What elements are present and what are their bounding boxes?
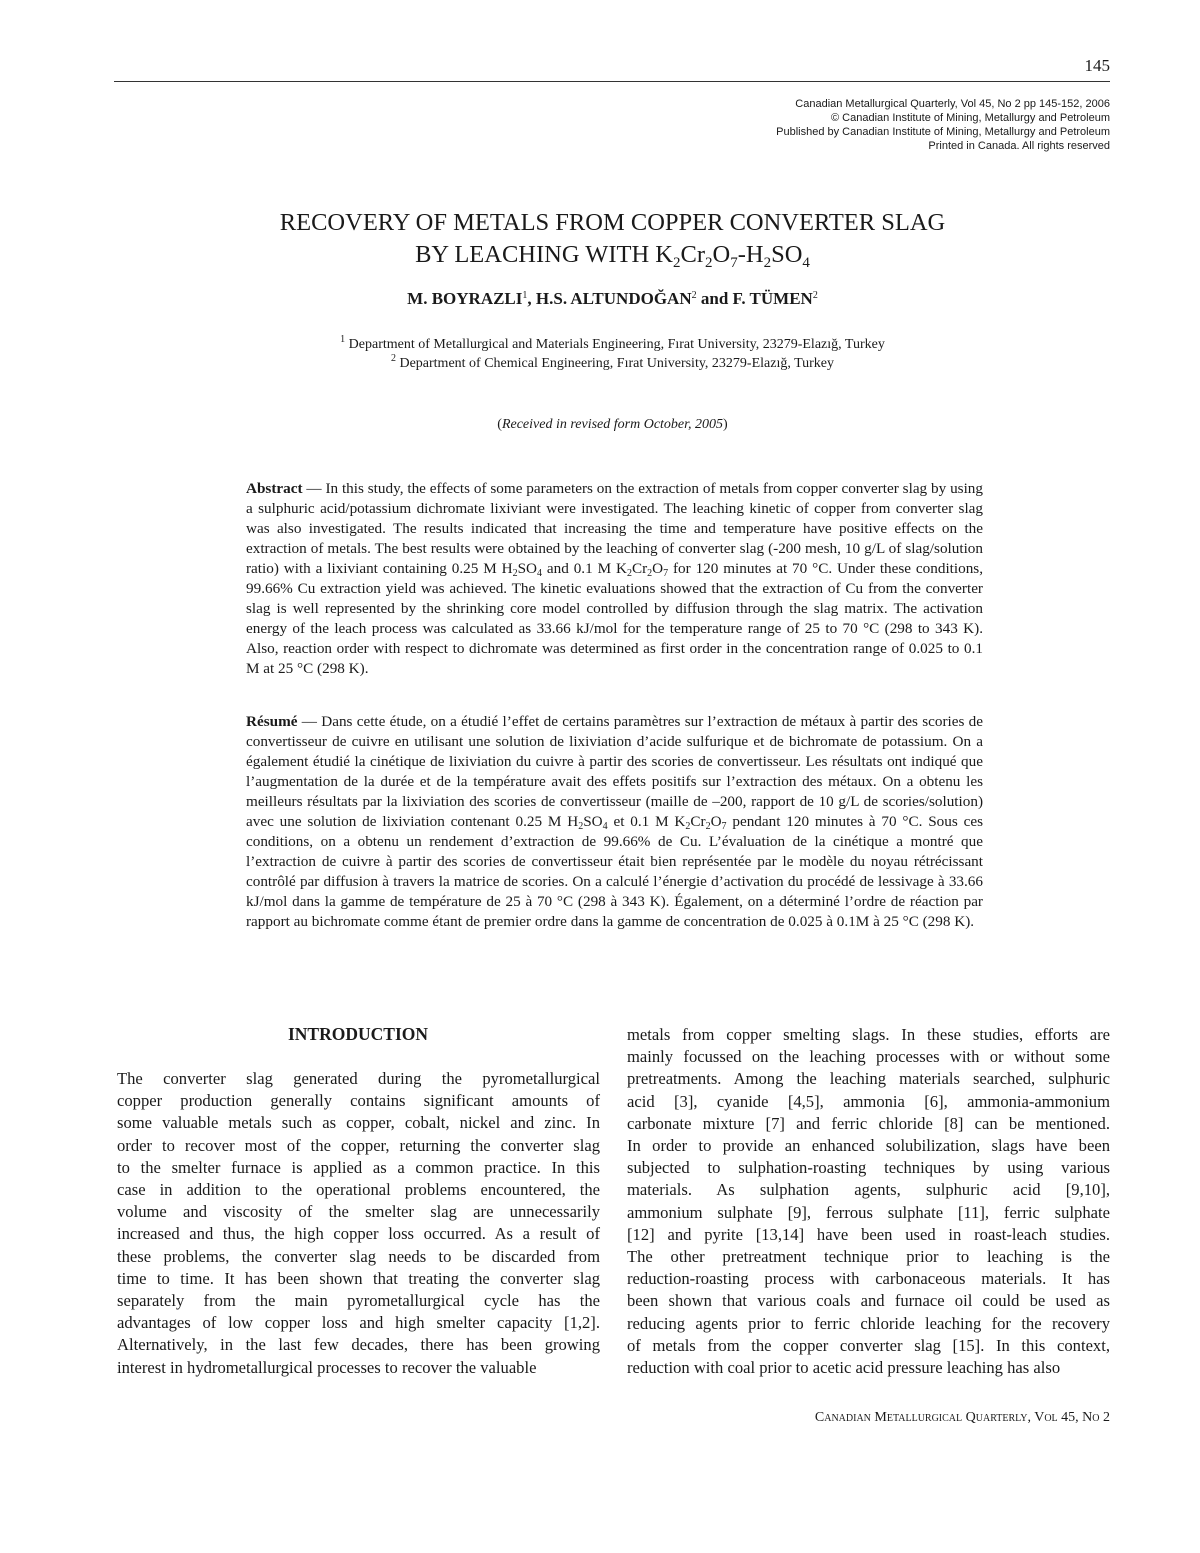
text-line: acid [3], cyanide [4,5], ammonia [6], ammonia-ammonium [627, 1091, 1110, 1111]
resume-label: Résumé [246, 713, 298, 730]
text-line: subjected to sulphation-roasting techniques by using various [627, 1158, 1110, 1178]
text-line: these problems, the converter slag needs to be discarded from [117, 1246, 600, 1266]
text-line: time to time. It has been shown that treating the converter slag [117, 1268, 600, 1288]
text-line: materials. As sulphation agents, sulphuric acid [9,10], [627, 1180, 1110, 1200]
author-separator: , [527, 289, 536, 308]
author-name: H.S. ALTUNDOĞAN [535, 289, 692, 308]
text-line: ammonium sulphate [9], ferrous sulphate [11], ferric sulphate [627, 1202, 1110, 1222]
resume: Résumé — Dans cette étude, on a étudié l’effet de certains paramètres sur l’extraction de métaux à partir des scories de convertisseur de cuivre en utilisant une solution de lixiviation d’acide sulfurique et de bichromate de potassium. On a également étudié la cinétique de lixiviation du cuivre à partir des scories de convertisseur. Les résultats ont indiqué que l’augmentation de la durée et de la température avait des effets positifs sur l’extraction des métaux. On a obtenu les meilleurs résultats par la lixiviation des scories de convertisseur (maille de –200, rapport de 10 g/L de scories/solution) avec une solution de lixiviation contenant 0.25 M $H_2SO_4$ et 0.1 M $K_2Cr_2O_7$ pendant 120 minutes à 70 °C. Sous ces conditions, on a obtenu un rendement d’extraction de 99.66% de Cu. L’évaluation de la cinétique a montré que l’extraction de cuivre à partir des scories de convertisseur était bien représentée par le modèle du noyau rétrécissant contrôlé par diffusion à travers la matrice de scories. On a calculé l’énergie d’activation du procédé de lessivage à 33.66 kJ/mol dans la gamme de température de 25 à 70 °C (298 à 343 K). Également, on a déterminé l’ordre de réaction par rapport au bichromate comme étant de premier ordre dans la gamme de concentration de 0.025 à 0.1M à 25 °C (298 K). [246, 713, 983, 930]
text-line: separately from the main pyrometallurgical cycle has the [117, 1291, 600, 1311]
text-line: been shown that various coals and furnace oil could be used as [627, 1291, 1110, 1311]
header-rule [114, 81, 1110, 82]
text-line: of metals from the copper converter slag [15]. In this context, [627, 1335, 1110, 1355]
text-line: to the smelter furnace is applied as a common practice. In this [117, 1157, 600, 1177]
text-line: metals from copper smelting slags. In these studies, efforts are [627, 1025, 1110, 1044]
journal-info [610, 97, 1110, 153]
affiliation-mark: 2 [691, 290, 697, 301]
title-line-1: RECOVERY OF METALS FROM COPPER CONVERTER SLAG [279, 209, 946, 236]
body-column-left [117, 1068, 600, 1379]
text-line: pretreatments. Among the leaching materials searched, sulphuric [627, 1069, 1110, 1089]
text-line: advantages of low copper loss and high smelter capacity [1,2]. [117, 1313, 600, 1333]
page-number: 145 [1084, 56, 1110, 75]
text-line: volume and viscosity of the smelter slag are unnecessarily [117, 1202, 600, 1222]
affiliation-mark: 2 [812, 290, 818, 301]
affiliation-2: $^2$ Department of Chemical Engineering, Fırat University, 23279-Elazığ, Turkey [390, 353, 835, 371]
affiliations [100, 335, 1125, 373]
text-line: In order to provide an enhanced solubilization, slags have been [627, 1136, 1110, 1156]
rights-line: Printed in Canada. All rights reserved [928, 140, 1110, 152]
running-footer: Canadian Metallurgical Quarterly, Vol 45, No 2 [814, 1410, 1110, 1425]
section-heading-introduction: INTRODUCTION [287, 1024, 429, 1044]
text-line: interest in hydrometallurgical processes to recover the valuable [117, 1357, 537, 1377]
journal-citation: Canadian Metallurgical Quarterly, Vol 45, No 2 pp 145-152, 2006 [795, 98, 1110, 110]
text-line: order to recover most of the copper, returning the converter slag [117, 1135, 600, 1155]
article-title [100, 207, 1125, 271]
text-line: The other pretreatment technique prior to leaching is the [627, 1247, 1110, 1267]
affiliation-1: $^1$ Department of Metallurgical and Materials Engineering, Fırat University, 23279-Elazığ, Turkey [340, 334, 885, 352]
text-line: mainly focussed on the leaching processes with or without some [627, 1047, 1110, 1067]
text-line: reduction with coal prior to acetic acid pressure leaching has also [627, 1358, 1061, 1378]
text-line: case in addition to the operational problems encountered, the [117, 1180, 600, 1200]
text-line: Alternatively, in the last few decades, there has been growing [117, 1335, 600, 1355]
author-name: F. TÜMEN [732, 289, 813, 308]
affiliation-mark: 1 [522, 290, 528, 301]
text-line: carbonate mixture [7] and ferric chloride [8] can be mentioned. [627, 1113, 1110, 1133]
text-line: The converter slag generated during the pyrometallurgical [117, 1069, 600, 1088]
author-list [100, 289, 1125, 309]
abstract-label: Abstract [246, 480, 303, 497]
author-name: M. BOYRAZLI [407, 289, 523, 308]
text-line: reduction-roasting process with carbonaceous materials. It has [627, 1269, 1110, 1289]
text-line: some valuable metals such as copper, cobalt, nickel and zinc. In [117, 1113, 600, 1133]
text-line: reducing agents prior to ferric chloride leaching for the recovery [627, 1313, 1110, 1333]
body-column-right [627, 1024, 1110, 1379]
title-line-2: BY LEACHING WITH $K_2Cr_2O_7-H_2SO_4$ [415, 241, 810, 271]
text-line: increased and thus, the high copper loss occurred. As a result of [117, 1224, 600, 1244]
received-date: (Received in revised form October, 2005) [497, 417, 728, 432]
text-line: [12] and pyrite [13,14] have been used in roast-leach studies. [627, 1224, 1110, 1244]
abstract: Abstract — In this study, the effects of some parameters on the extraction of metals from copper converter slag by using a sulphuric acid/potassium dichromate lixiviant were investigated. The leaching kinetic of copper from converter slag was also investigated. The results indicated that increasing the time and temperature have positive effects on the extraction of metals. The best results were obtained by the leaching of converter slag (-200 mesh, 10 g/L of slag/solution ratio) with a lixiviant containing 0.25 M $H_2SO_4$ and 0.1 M $K_2Cr_2O_7$ for 120 minutes at 70 °C. Under these conditions, 99.66% Cu extraction yield was achieved. The kinetic evaluations showed that the extraction of Cu from the converter slag is well represented by the shrinking core model controlled by diffusion through the slag matrix. The activation energy of the leach process was calculated as 33.66 kJ/mol for the temperature range of 25 to 70 °C (298 to 343 K). Also, reaction order with respect to dichromate was determined as first order in the concentration range of 0.025 to 0.1 M at 25 °C (298 K). [246, 480, 983, 677]
text-line: copper production generally contains significant amounts of [117, 1091, 600, 1111]
author-separator: and [696, 289, 733, 308]
copyright-line: © Canadian Institute of Mining, Metallurgy and Petroleum [831, 112, 1110, 124]
publisher-line: Published by Canadian Institute of Mining, Metallurgy and Petroleum [776, 126, 1110, 138]
